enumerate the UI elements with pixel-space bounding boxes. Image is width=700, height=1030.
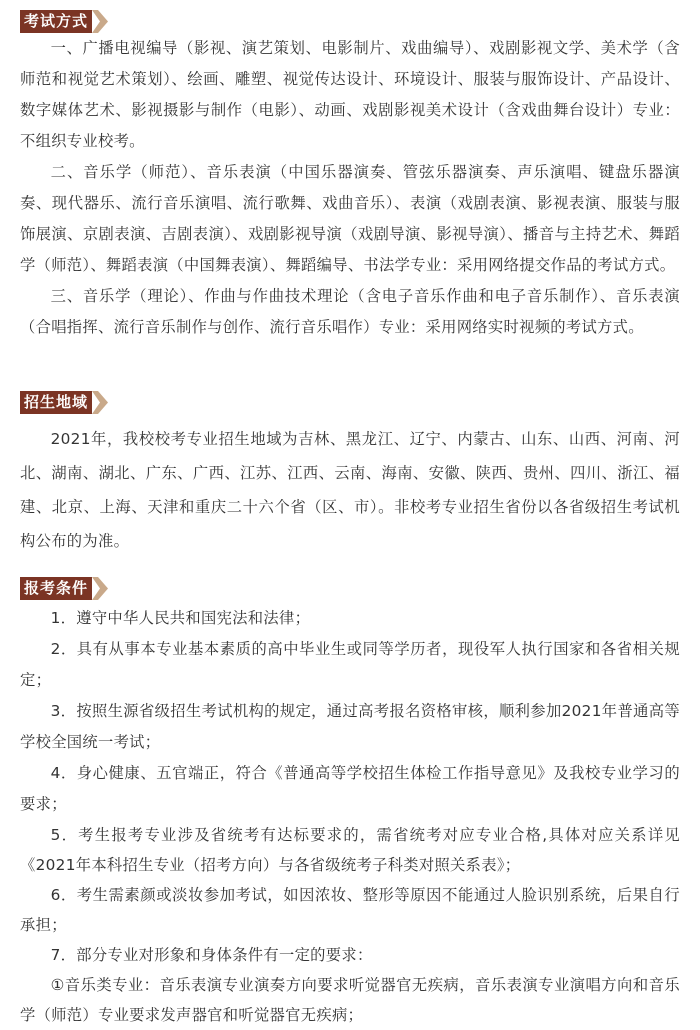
paragraph: 一、广播电视编导（影视、演艺策划、电影制片、戏曲编导）、戏剧影视文学、美术学（含师范和视觉艺术策划）、绘画、雕塑、视觉传达设计、环境设计、服装与服饰设计、产品设计、数字媒体艺术、影视摄影与制作（电影）、动画、戏剧影视美术设计（含戏曲舞台设计）专业：不组织专业校考。 xyxy=(20,39,680,150)
paragraph: 2021年，我校校考专业招生地域为吉林、黑龙江、辽宁、内蒙古、山东、山西、河南、河北、湖南、湖北、广东、广西、江苏、江西、云南、海南、安徽、陕西、贵州、四川、浙江、福建、北京、上海、天津和重庆二十六个省（区、市）。非校考专业招生省份以各省级招生考试机构公布的为准。 xyxy=(20,430,680,550)
list-item: 4．身心健康、五官端正，符合《普通高等学校招生体检工作指导意见》及我校专业学习的要求； xyxy=(20,764,680,813)
section-title: 考试方式 xyxy=(20,10,92,33)
list-item: 3．按照生源省级招生考试机构的规定，通过高考报名资格审核，顺利参加2021年普通高等学校全国统一考试； xyxy=(20,702,680,751)
section-eligibility xyxy=(20,577,680,1030)
section-enrollment-region xyxy=(20,391,680,558)
paragraph: 三、音乐学（理论）、作曲与作曲技术理论（含电子音乐作曲和电子音乐制作）、音乐表演（合唱指挥、流行音乐制作与创作、流行音乐唱作）专业：采用网络实时视频的考试方式。 xyxy=(20,287,680,336)
list-item: 2．具有从事本专业基本素质的高中毕业生或同等学历者，现役军人执行国家和各省相关规定； xyxy=(20,640,680,689)
list-item: ①音乐类专业：音乐表演专业演奏方向要求听觉器官无疾病，音乐表演专业演唱方向和音乐学（师范）专业要求发声器官和听觉器官无疾病； xyxy=(20,976,680,1024)
list-item: 7．部分专业对形象和身体条件有一定的要求： xyxy=(50,946,373,964)
chevron-right-icon xyxy=(92,10,108,33)
section-exam-method xyxy=(20,10,680,343)
paragraph: 二、音乐学（师范）、音乐表演（中国乐器演奏、管弦乐器演奏、声乐演唱、键盘乐器演奏、现代器乐、流行音乐演唱、流行歌舞、戏曲音乐）、表演（戏剧表演、影视表演、服装与服饰展演、京剧表演、吉剧表演）、戏剧影视导演（戏剧导演、影视导演）、播音与主持艺术、舞蹈学（师范）、舞蹈表演（中国舞表演）、舞蹈编导、书法学专业：采用网络提交作品的考试方式。 xyxy=(20,163,680,274)
section-header xyxy=(20,577,680,600)
section-title: 报考条件 xyxy=(20,577,92,600)
section-header xyxy=(20,391,680,414)
section-header xyxy=(20,10,680,33)
chevron-right-icon xyxy=(92,391,108,414)
list-item: 1．遵守中华人民共和国宪法和法律； xyxy=(50,609,311,627)
chevron-right-icon xyxy=(92,577,108,600)
section-title: 招生地域 xyxy=(20,391,92,414)
list-item: 6．考生需素颜或淡妆参加考试，如因浓妆、整形等原因不能通过人脸识别系统，后果自行承担； xyxy=(20,886,680,934)
list-item: 5．考生报考专业涉及省统考有达标要求的，需省统考对应专业合格,具体对应关系详见《2021年本科招生专业（招考方向）与各省级统考子科类对照关系表》； xyxy=(20,826,680,874)
